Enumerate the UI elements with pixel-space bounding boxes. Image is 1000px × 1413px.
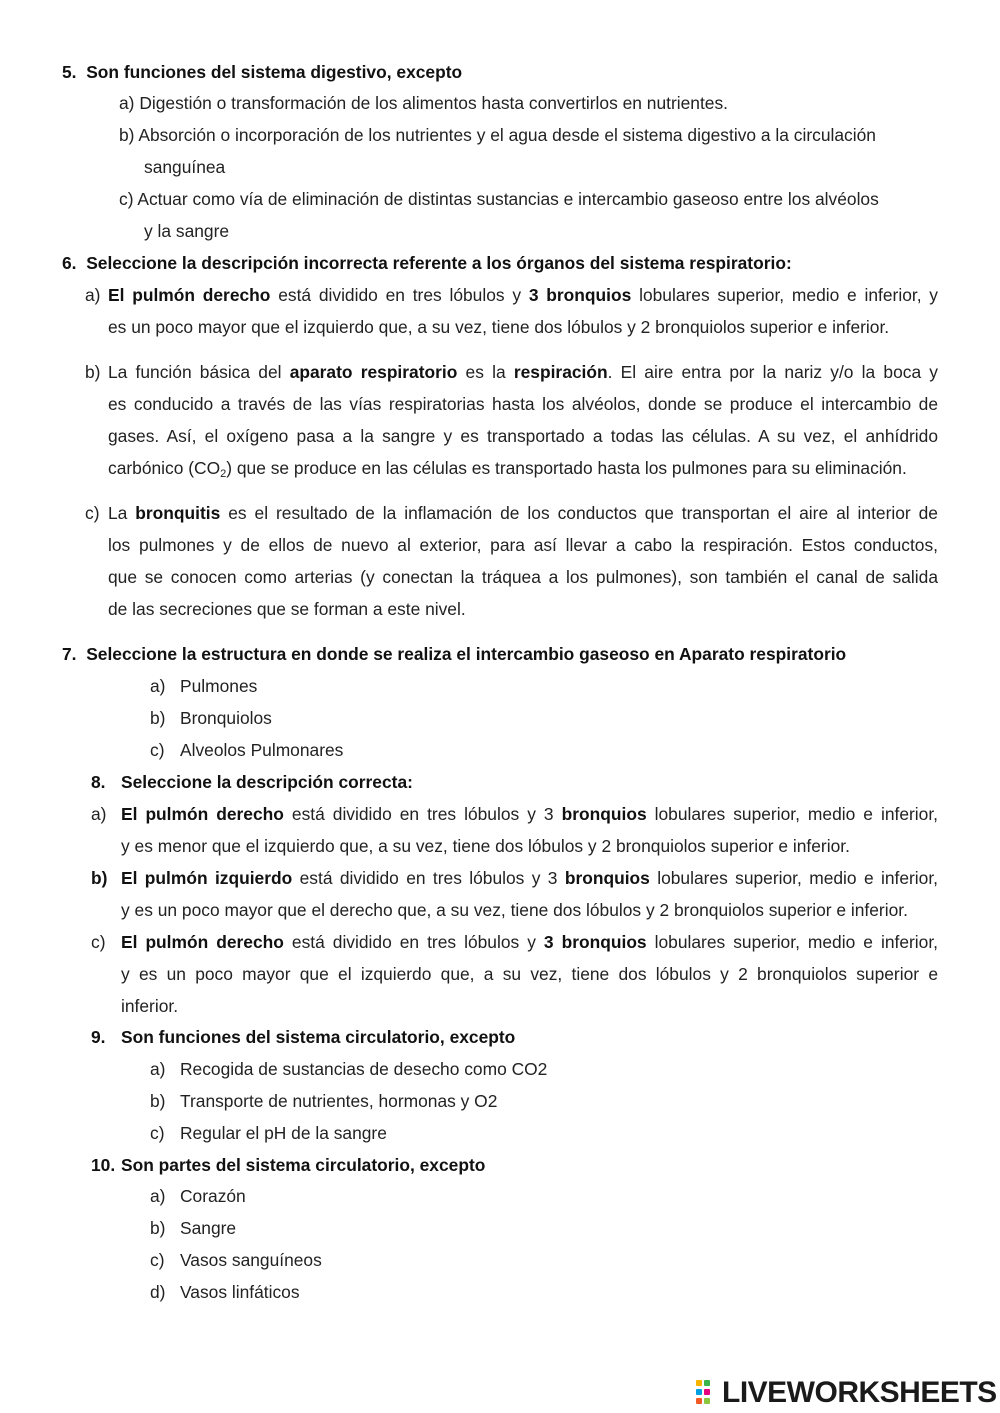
q10-option-d[interactable] [150, 1280, 300, 1304]
bold-term: 3 bronquios [528, 285, 632, 305]
q8-option-c-line3: inferior. [121, 996, 179, 1016]
option-text: Sangre [180, 1218, 237, 1238]
option-marker: d) [150, 1282, 166, 1302]
bold-term: El pulmón derecho [108, 285, 271, 305]
q6-option-c-line2: los pulmones y de ellos de nuevo al exterior, para así llevar a cabo la respiración. Estos conductos, [108, 535, 938, 555]
bold-term: respiración [513, 362, 608, 382]
q6-option-a[interactable] [108, 283, 938, 307]
option-marker: a) [150, 1186, 166, 1206]
option-marker: a) [119, 93, 135, 113]
text: está dividido en tres lóbulos y 3 [283, 804, 562, 824]
q5-option-c-cont: y la sangre [144, 221, 230, 241]
text: lobulares superior, medio e inferior, [649, 868, 939, 888]
q6-option-c[interactable] [108, 501, 938, 525]
option-text: Regular el pH de la sangre [180, 1123, 387, 1143]
text: . El aire entra por la nariz y/o la boca y [607, 362, 939, 382]
text: La función básica del [108, 362, 290, 382]
text: lobulares superior, medio e inferior, y [631, 285, 938, 305]
q6-option-b-line2: es conducido a través de las vías respiratorias hasta los alvéolos, donde se produce el intercambio de [108, 394, 938, 414]
q5-option-a[interactable] [119, 91, 728, 115]
q8-option-c[interactable] [121, 930, 938, 954]
logo-mark-icon [696, 1380, 718, 1406]
bold-term: aparato respiratorio [289, 362, 458, 382]
option-text: Pulmones [180, 676, 258, 696]
bold-term: bronquitis [135, 503, 221, 523]
bold-term: bronquios [564, 868, 650, 888]
question-number: 6. [62, 253, 77, 273]
question-number: 7. [62, 644, 77, 664]
q8-option-a[interactable] [121, 802, 938, 826]
q6-option-c-line3: que se conocen como arterias (y conectan la tráquea a los pulmones), son también el canal de salida [108, 567, 938, 587]
q9-option-c[interactable] [150, 1121, 387, 1145]
q10-option-c[interactable] [150, 1248, 322, 1272]
bold-term: El pulmón izquierdo [121, 868, 293, 888]
option-text: Recogida de sustancias de desecho como CO2 [180, 1059, 548, 1079]
bold-term: bronquios [561, 804, 647, 824]
liveworksheets-logo[interactable] [696, 1375, 997, 1411]
q8-option-b[interactable] [121, 866, 938, 890]
option-text: Vasos sanguíneos [180, 1250, 322, 1270]
text: lobulares superior, medio e inferior, [646, 804, 938, 824]
question-text: Seleccione la estructura en donde se realiza el intercambio gaseoso en Aparato respiratorio [86, 644, 847, 664]
text: carbónico (CO [108, 458, 221, 478]
question-number: 8. [91, 772, 106, 792]
option-marker: b) [150, 1218, 166, 1238]
text: La [108, 503, 136, 523]
q8-option-a-marker[interactable]: a) [91, 804, 107, 824]
text: lobulares superior, medio e inferior, [646, 932, 938, 952]
option-marker: c) [150, 740, 165, 760]
option-marker: c) [150, 1123, 165, 1143]
q5-option-b[interactable] [119, 123, 876, 147]
text: es la [457, 362, 514, 382]
bold-term: 3 bronquios [543, 932, 647, 952]
question-5-title [62, 60, 462, 84]
question-text: Son funciones del sistema circulatorio, excepto [121, 1027, 516, 1047]
q8-option-c-marker[interactable]: c) [91, 932, 106, 952]
q8-option-b-marker[interactable]: b) [91, 868, 108, 888]
option-text: Transporte de nutrientes, hormonas y O2 [180, 1091, 498, 1111]
q6-option-c-marker[interactable]: c) [85, 503, 100, 523]
text: está dividido en tres lóbulos y [283, 932, 544, 952]
logo-square [696, 1380, 702, 1386]
option-marker: c) [150, 1250, 165, 1270]
subscript: 2 [220, 468, 227, 480]
question-number: 10. [91, 1155, 116, 1175]
logo-square [704, 1398, 710, 1404]
question-text: Son partes del sistema circulatorio, excepto [121, 1155, 486, 1175]
q9-option-b[interactable] [150, 1089, 497, 1113]
q8-option-c-line2: y es un poco mayor que el izquierdo que, a su vez, tiene dos lóbulos y 2 bronquiolos superior e [121, 964, 938, 984]
q9-option-a[interactable] [150, 1057, 547, 1081]
q6-option-a-cont: es un poco mayor que el izquierdo que, a su vez, tiene dos lóbulos y 2 bronquiolos superior e inferior. [108, 317, 890, 337]
question-number: 9. [91, 1027, 106, 1047]
option-text: Absorción o incorporación de los nutrientes y el agua desde el sistema digestivo a la circulación [138, 125, 876, 145]
logo-square [696, 1398, 702, 1404]
q5-option-b-cont: sanguínea [144, 157, 226, 177]
q6-option-a-marker[interactable]: a) [85, 285, 101, 305]
q6-option-b[interactable] [108, 360, 938, 384]
q10-option-b[interactable] [150, 1216, 236, 1240]
q8-option-a-cont: y es menor que el izquierdo que, a su vez, tiene dos lóbulos y 2 bronquiolos superior e inferior. [121, 836, 850, 856]
option-marker: c) [119, 189, 134, 209]
option-text: Bronquiolos [180, 708, 272, 728]
text: es el resultado de la inflamación de los conductos que transportan el aire al interior de [220, 503, 938, 523]
text: ) que se produce en las células es transportado hasta los pulmones para su eliminación. [226, 458, 907, 478]
option-text: Digestión o transformación de los alimentos hasta convertirlos en nutrientes. [139, 93, 728, 113]
logo-square [704, 1380, 710, 1386]
question-text: Seleccione la descripción correcta: [121, 772, 413, 792]
bold-term: El pulmón derecho [121, 804, 284, 824]
option-marker: a) [150, 676, 166, 696]
question-7-title [62, 642, 846, 666]
q7-option-a[interactable] [150, 674, 257, 698]
q6-option-b-line3: gases. Así, el oxígeno pasa a la sangre y es transportado a todas las células. A su vez, el anhídrido [108, 426, 938, 446]
logo-square [704, 1389, 710, 1395]
option-text: Vasos linfáticos [180, 1282, 300, 1302]
q6-option-b-line4 [108, 456, 907, 480]
question-9-title [91, 1025, 515, 1049]
option-text: Corazón [180, 1186, 246, 1206]
question-text: Son funciones del sistema digestivo, excepto [86, 62, 463, 82]
q8-option-b-cont: y es un poco mayor que el derecho que, a su vez, tiene dos lóbulos y 2 bronquiolos superior e inferior. [121, 900, 908, 920]
q6-option-c-line4: de las secreciones que se forman a este nivel. [108, 599, 466, 619]
option-text: Alveolos Pulmonares [180, 740, 344, 760]
q5-option-c[interactable] [119, 187, 879, 211]
question-text: Seleccione la descripción incorrecta referente a los órganos del sistema respiratorio: [86, 253, 792, 273]
text: está dividido en tres lóbulos y [270, 285, 529, 305]
logo-text: LIVEWORKSHEETS [722, 1376, 997, 1409]
q7-option-c[interactable] [150, 738, 343, 762]
q6-option-b-marker[interactable]: b) [85, 362, 101, 382]
option-marker: a) [150, 1059, 166, 1079]
option-text: Actuar como vía de eliminación de distintas sustancias e intercambio gaseoso entre los alvéolos [137, 189, 879, 209]
option-marker: b) [150, 708, 166, 728]
option-marker: b) [150, 1091, 166, 1111]
question-8-title [91, 770, 413, 794]
text: está dividido en tres lóbulos y 3 [292, 868, 565, 888]
option-marker: b) [119, 125, 135, 145]
logo-square [696, 1389, 702, 1395]
q10-option-a[interactable] [150, 1184, 246, 1208]
question-6-title [62, 251, 792, 275]
q7-option-b[interactable] [150, 706, 272, 730]
question-number: 5. [62, 62, 77, 82]
bold-term: El pulmón derecho [121, 932, 284, 952]
question-10-title [91, 1153, 485, 1177]
